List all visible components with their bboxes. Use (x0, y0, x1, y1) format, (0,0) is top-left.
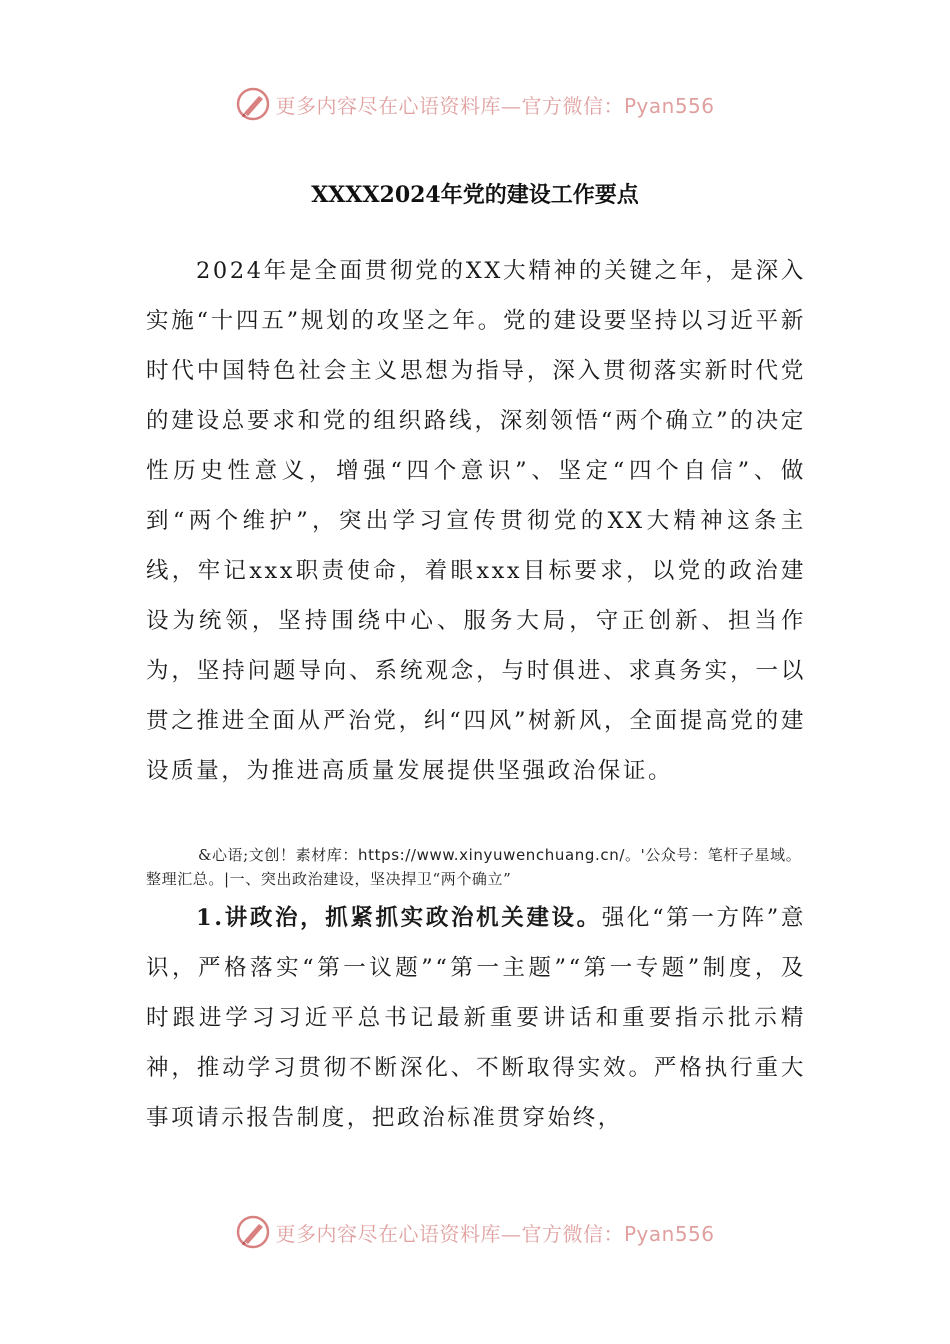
pen-logo-icon (235, 86, 271, 122)
source-url: https://www.xinyuwenchuang.cn/ (358, 846, 625, 864)
item-1-paragraph (146, 893, 806, 1143)
watermark-text: 更多内容尽在心语资料库—官方微信：Pyan556 (275, 93, 715, 118)
watermark-text: 更多内容尽在心语资料库—官方微信：Pyan556 (275, 1221, 715, 1246)
intro-paragraph: 2024年是全面贯彻党的XX大精神的关键之年，是深入实施“十四五”规划的攻坚之年。党的建设要坚持以习近平新时代中国特色社会主义思想为指导，深入贯彻落实新时代党的建设总要求和党的组织路线，深刻领悟“两个确立”的决定性历史性意义，增强“四个意识”、坚定“四个自信”、做到“两个维护”，突出学习宣传贯彻党的XX大精神这条主线，牢记xxx职责使命，着眼xxx目标要求，以党的政治建设为统领，坚持围绕中心、服务大局，守正创新、担当作为，坚持问题导向、系统观念，与时俱进、求真务实，一以贯之推进全面从严治党，纠“四风”树新风，全面提高党的建设质量，为推进高质量发展提供坚强政治保证。 (146, 258, 806, 784)
item-1-body: 强化“第一方阵”意识，严格落实“第一议题”“第一主题”“第一专题”制度，及时跟进学习习近平总书记最新重要讲话和重要指示批示精神，推动学习贯彻不断深化、不断取得实效。严格执行重大事项请示报告制度，把政治标准贯穿始终， (146, 905, 806, 1131)
watermark-banner-bottom (0, 1210, 950, 1254)
document-title: XXXX2024年党的建设工作要点 (311, 182, 639, 208)
watermark-banner-top (0, 82, 950, 126)
item-1-lead: 1.讲政治，抓紧抓实政治机关建设。 (196, 905, 602, 931)
pen-logo-icon (235, 1214, 271, 1250)
source-note: &心语;文创！素材库：https://www.xinyuwenchuang.cn/。'公众号：笔杆子星域。整理汇总。|一、突出政治建设，坚决捍卫“两个确立” (146, 846, 802, 888)
